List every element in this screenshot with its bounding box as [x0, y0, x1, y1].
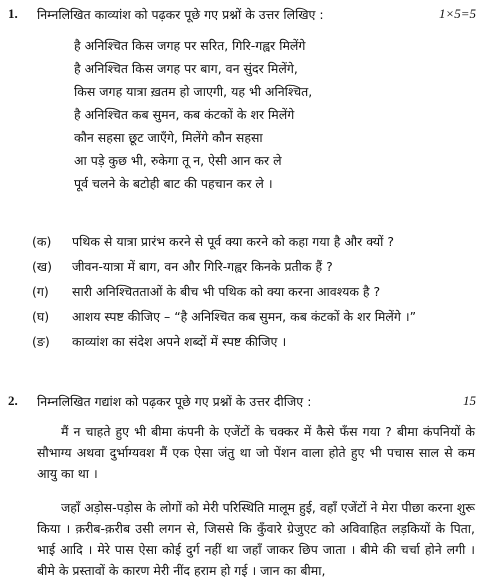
subquestion-text: पथिक से यात्रा प्रारंभ करने से पूर्व क्या करने को कहा गया है और क्यों ? [72, 234, 395, 249]
question-2-instruction: निम्नलिखित गद्यांश को पढ़कर पूछे गए प्रश्नों के उत्तर दीजिए : [37, 394, 312, 409]
poem-line: है अनिश्चित किस जगह पर बाग, वन सुंदर मिलेंगे, [74, 61, 298, 76]
question-1-subquestions [32, 233, 472, 358]
subquestion-nga [32, 333, 472, 358]
poem-line: किस जगह यात्रा ख़तम हो जाएगी, यह भी अनिश्चित, [74, 84, 313, 99]
prose-paragraph: जहाँ अड़ोस-पड़ोस के लोगों को मेरी परिस्थिति मालूम हुई, वहाँ एजेंटों ने मेरा पीछा करना शुरू किया । क़रीब-क़रीब उसी लगन से, जिससे कि कुँवारे ग्रेजुएट को अविवाहित लड़कियों के पिता, भाई आदि । मेरे पास ऐसा कोई दुर्ग नहीं था जहाँ जाकर छिप जाता । बीमे की चर्चा होने लगी । बीमे के प्रस्तावों के कारण मेरी नींद हराम हो गई । जान का बीमा, [37, 500, 475, 578]
subquestion-label: (ङ) [32, 334, 50, 349]
prose-paragraph: मैं न चाहते हुए भी बीमा कंपनी के एजेंटों के चक्कर में कैसे फँस गया ? बीमा कंपनियों के सौभाग्य अथवा दुर्भाग्यवश मैं एक ऐसा जंतु था जो पेंशन वाला होते हुए भी पचास साल से कम आयु का था । [37, 424, 475, 481]
subquestion-label: (घ) [32, 309, 50, 324]
subquestion-text: काव्यांश का संदेश अपने शब्दों में स्पष्ट कीजिए । [72, 334, 287, 349]
subquestion-ka [32, 233, 472, 258]
question-1-marks: 1×5=5 [438, 6, 476, 21]
subquestion-gha [32, 308, 472, 333]
poem-line: कौन सहसा छूट जाएँगे, मिलेंगे कौन सहसा [74, 130, 263, 145]
subquestion-label: (ग) [32, 284, 49, 299]
poem-line: आ पड़े कुछ भी, रुकेगा तू न, ऐसी आन कर ले [74, 153, 282, 168]
poem-line: है अनिश्चित कब सुमन, कब कंटकों के शर मिलेंगे [74, 107, 295, 122]
subquestion-text: जीवन-यात्रा में बाग, वन और गिरि-गह्वर किनके प्रतीक हैं ? [72, 259, 333, 274]
poem-stanza [74, 37, 312, 198]
poem-line: है अनिश्चित किस जगह पर सरित, गिरि-गह्वर मिलेंगे [74, 38, 306, 53]
question-2-number: 2. [8, 393, 18, 408]
question-2-marks: 15 [463, 393, 476, 408]
prose-passage [37, 421, 475, 581]
subquestion-label: (क) [32, 234, 52, 249]
poem-line: पूर्व चलने के बटोही बाट की पहचान कर ले । [74, 176, 273, 191]
question-1-instruction: निम्नलिखित काव्यांश को पढ़कर पूछे गए प्रश्नों के उत्तर लिखिए : [37, 7, 324, 22]
subquestion-text: सारी अनिश्चितताओं के बीच भी पथिक को क्या करना आवश्यक है ? [72, 284, 381, 299]
question-1-number: 1. [8, 6, 18, 21]
subquestion-kha [32, 258, 472, 283]
subquestion-label: (ख) [32, 259, 52, 274]
subquestion-ga [32, 283, 472, 308]
subquestion-text: आशय स्पष्ट कीजिए – “है अनिश्चित कब सुमन, कब कंटकों के शर मिलेंगे ।” [72, 309, 417, 324]
